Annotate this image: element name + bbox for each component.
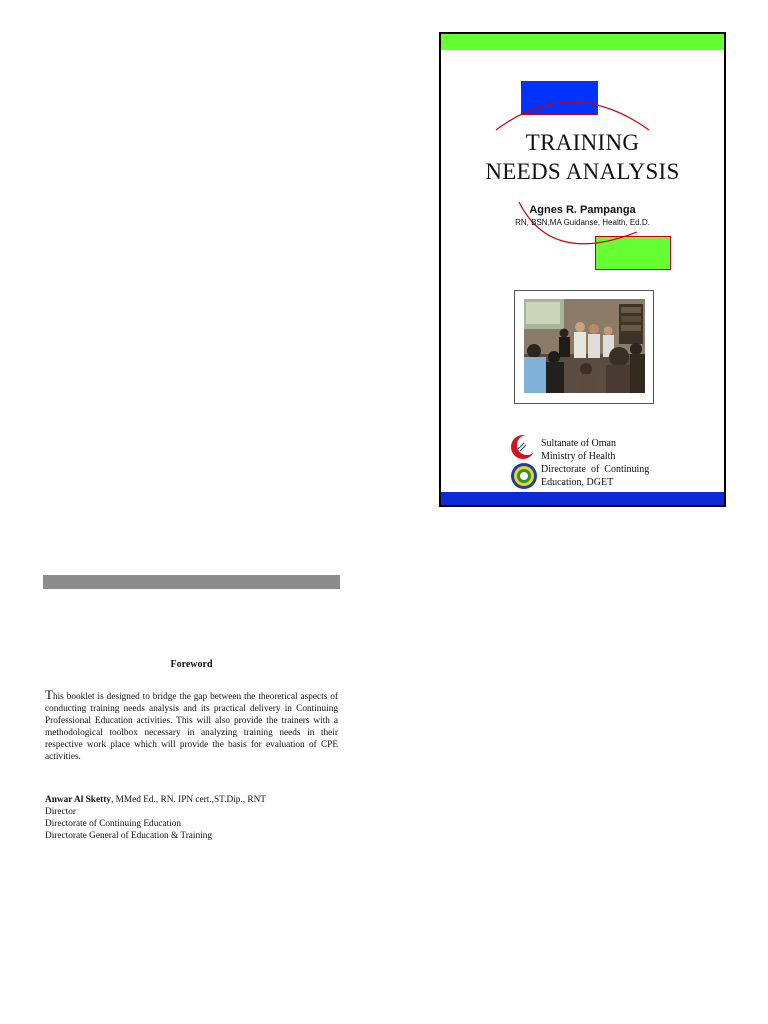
ministry-seal-icon [510, 462, 538, 490]
organization-block [541, 437, 649, 489]
foreword-text: his booklet is designed to bridge the gap between the theoretical aspects of conducting training needs analysis and its practical delivery in Continuing Professional Education activities. This will also provide the trainers with a methodological toolbox necessary in analyzing training needs in their respective work place which will provide the basis for evaluation of CPE activities. [45, 692, 338, 762]
signatory-name: Anwar Al Sketty [45, 795, 111, 805]
author-credentials: RN, BSN,MA Guidanse, Health, Ed.D. [515, 218, 650, 227]
signatory-degrees: , MMed Ed., RN. IPN cert.,ST.Dip., RNT [110, 795, 266, 805]
foreword-heading: Foreword [170, 659, 213, 670]
foreword-signature [45, 794, 345, 842]
booklet-cover [439, 32, 726, 507]
foreword-dropcap: T [45, 687, 53, 702]
org-line: Sultanate of Oman [541, 438, 616, 449]
training-session-photo [524, 299, 645, 393]
section-divider-bar [43, 575, 340, 589]
signatory-general-directorate: Directorate General of Education & Training [45, 831, 213, 841]
signatory-directorate: Directorate of Continuing Education [45, 819, 182, 829]
crescent-logo-icon [509, 433, 537, 461]
signature-name-line [45, 794, 345, 806]
author-name: Agnes R. Pampanga [529, 204, 636, 216]
org-line: Education, DGET [541, 477, 614, 488]
title-line-2: NEEDS ANALYSIS [485, 159, 680, 184]
foreword-paragraph [45, 689, 338, 763]
cover-title [441, 128, 724, 186]
title-line-1: TRAINING [525, 130, 640, 155]
org-line: Directorate of Continuing [541, 464, 650, 475]
org-line: Ministry of Health [541, 451, 616, 462]
bottom-color-stripe [441, 492, 724, 505]
cover-photo-frame [514, 290, 654, 404]
signatory-title: Director [45, 807, 76, 817]
